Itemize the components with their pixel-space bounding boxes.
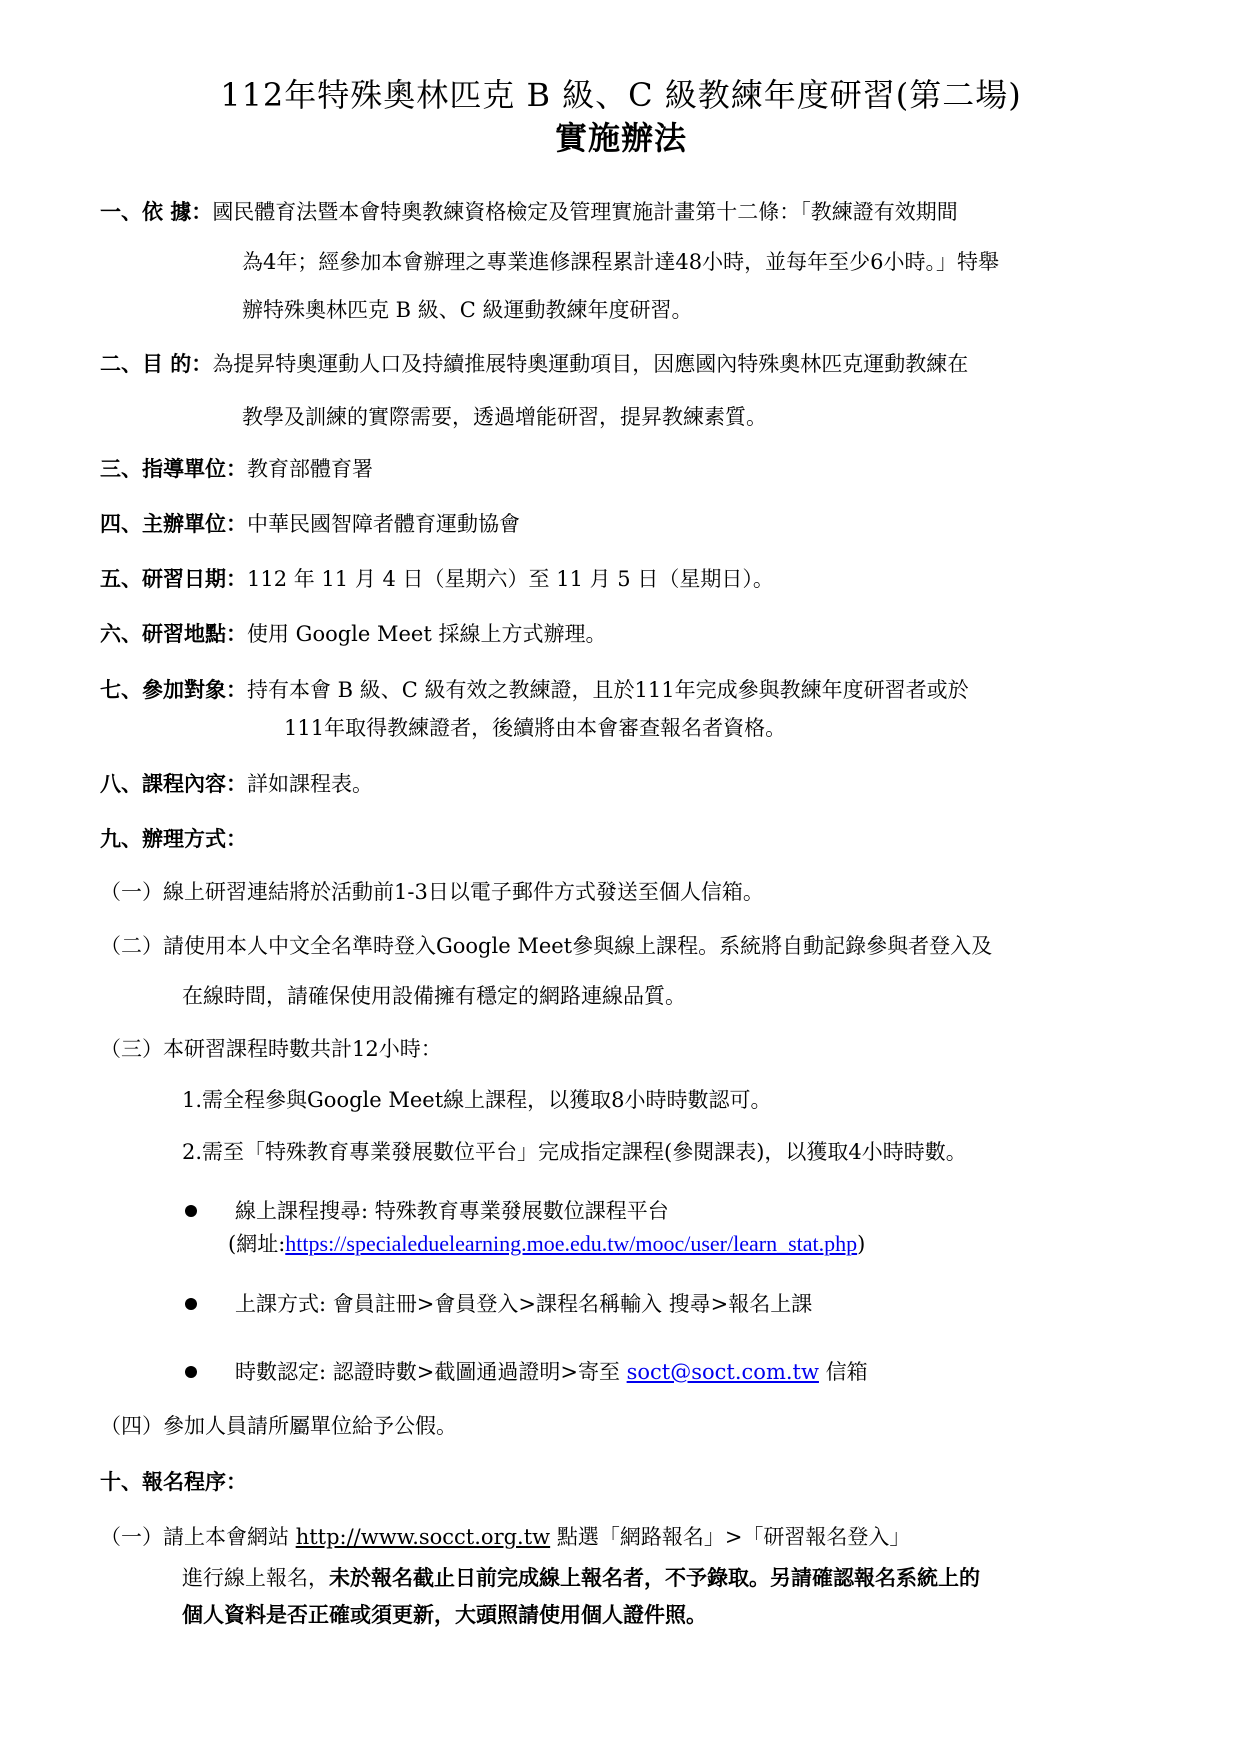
list-item: （一）線上研習連結將於活動前1-3日以電子郵件方式發送至個人信箱。 bbox=[100, 880, 764, 904]
document-title: 112年特殊奧林匹克 B 級、C 級教練年度研習(第二場) bbox=[220, 76, 1022, 114]
section-label: 六、研習地點： bbox=[100, 621, 247, 646]
email-suffix: 信箱 bbox=[818, 1360, 868, 1384]
section-text: 持有本會 B 級、C 級有效之教練證，且於111年完成參與教練年度研習者或於 bbox=[247, 678, 969, 702]
list-item: （二）請使用本人中文全名準時登入Google Meet參與線上課程。系統將自動記錄參與者登入及 bbox=[100, 934, 993, 958]
section-method-label: 九、辦理方式： bbox=[100, 826, 247, 851]
url-prefix: (網址: bbox=[228, 1232, 286, 1256]
section-text: 辦特殊奧林匹克 B 級、C 級運動教練年度研習。 bbox=[242, 298, 693, 322]
list-item-cont: 在線時間，請確保使用設備擁有穩定的網路連線品質。 bbox=[182, 984, 686, 1008]
section-text: 教育部體育署 bbox=[247, 457, 373, 481]
section-participants bbox=[100, 676, 969, 704]
section-label: 一、依 據： bbox=[100, 199, 213, 224]
section-label: 七、參加對象： bbox=[100, 677, 247, 702]
section-basis bbox=[100, 198, 958, 226]
bullet-text-email-line bbox=[235, 1358, 868, 1386]
emphasis-text: 個人資料是否正確或須更新，大頭照請使用個人證件照。 bbox=[182, 1602, 707, 1627]
section-content bbox=[100, 770, 373, 798]
email-prefix: 時數認定: 認證時數>截圖通過證明>寄至 bbox=[235, 1360, 627, 1384]
list-item bbox=[100, 1523, 910, 1551]
section-label: 三、指導單位： bbox=[100, 456, 247, 481]
section-text: 使用 Google Meet 採線上方式辦理。 bbox=[247, 622, 607, 646]
emphasis-text: 未於報名截止日前完成線上報名者，不予錄取。另請確認報名系統上的 bbox=[329, 1565, 980, 1590]
bullet-text: 線上課程搜尋: 特殊教育專業發展數位課程平台 bbox=[235, 1199, 669, 1223]
section-text: 中華民國智障者體育運動協會 bbox=[247, 512, 520, 536]
list-item-cont bbox=[182, 1601, 707, 1629]
list-item-cont bbox=[182, 1564, 980, 1592]
bullet-icon bbox=[185, 1298, 197, 1310]
section-date bbox=[100, 565, 774, 593]
website-suffix: 點選「網路報名」>「研習報名登入」 bbox=[550, 1525, 911, 1549]
bullet-text-url-line bbox=[228, 1230, 865, 1258]
section-text: 為提昇特奧運動人口及持續推展特奧運動項目，因應國內特殊奧林匹克運動教練在 bbox=[212, 352, 969, 376]
website-prefix: （一）請上本會網站 bbox=[100, 1525, 296, 1549]
section-location bbox=[100, 620, 606, 648]
url-suffix: ) bbox=[857, 1232, 866, 1256]
section-text: 詳如課程表。 bbox=[247, 772, 373, 796]
sub-item: 2.需至「特殊教育專業發展數位平台」完成指定課程(參閱課表)，以獲取4小時時數。 bbox=[182, 1140, 967, 1164]
section-text: 111年取得教練證者，後續將由本會審查報名者資格。 bbox=[284, 716, 787, 740]
email-link[interactable]: soct@soct.com.tw bbox=[626, 1360, 819, 1384]
section-purpose bbox=[100, 350, 968, 378]
website-link[interactable]: http://www.socct.org.tw bbox=[295, 1525, 551, 1549]
bullet-icon bbox=[185, 1205, 197, 1217]
list-item: （三）本研習課程時數共計12小時： bbox=[100, 1037, 442, 1061]
section-text: 國民體育法暨本會特奧教練資格檢定及管理實施計畫第十二條：「教練證有效期間 bbox=[212, 200, 958, 224]
section-label: 四、主辦單位： bbox=[100, 511, 247, 536]
section-label: 二、目 的： bbox=[100, 351, 213, 376]
bullet-icon bbox=[185, 1366, 197, 1378]
section-text: 為4年；經參加本會辦理之專業進修課程累計達48小時，並每年至少6小時。」特舉 bbox=[242, 250, 999, 274]
sub-item: 1.需全程參與Google Meet線上課程，以獲取8小時時數認可。 bbox=[182, 1088, 772, 1112]
bullet-text: 上課方式: 會員註冊>會員登入>課程名稱輸入 搜尋>報名上課 bbox=[235, 1292, 813, 1316]
section-text: 112 年 11 月 4 日（星期六）至 11 月 5 日（星期日）。 bbox=[247, 567, 774, 591]
normal-text: 進行線上報名， bbox=[182, 1566, 329, 1590]
section-text: 教學及訓練的實際需要，透過增能研習，提昇教練素質。 bbox=[242, 405, 767, 429]
list-item: （四）參加人員請所屬單位給予公假。 bbox=[100, 1414, 457, 1438]
section-label: 八、課程內容： bbox=[100, 771, 247, 796]
section-label: 五、研習日期： bbox=[100, 566, 247, 591]
document-subtitle: 實施辦法 bbox=[554, 119, 687, 157]
section-supervisor bbox=[100, 455, 373, 483]
platform-link[interactable]: https://specialeduelearning.moe.edu.tw/mooc/user/learn_stat.php bbox=[285, 1231, 858, 1256]
section-registration-label: 十、報名程序： bbox=[100, 1469, 247, 1494]
section-organizer bbox=[100, 510, 520, 538]
